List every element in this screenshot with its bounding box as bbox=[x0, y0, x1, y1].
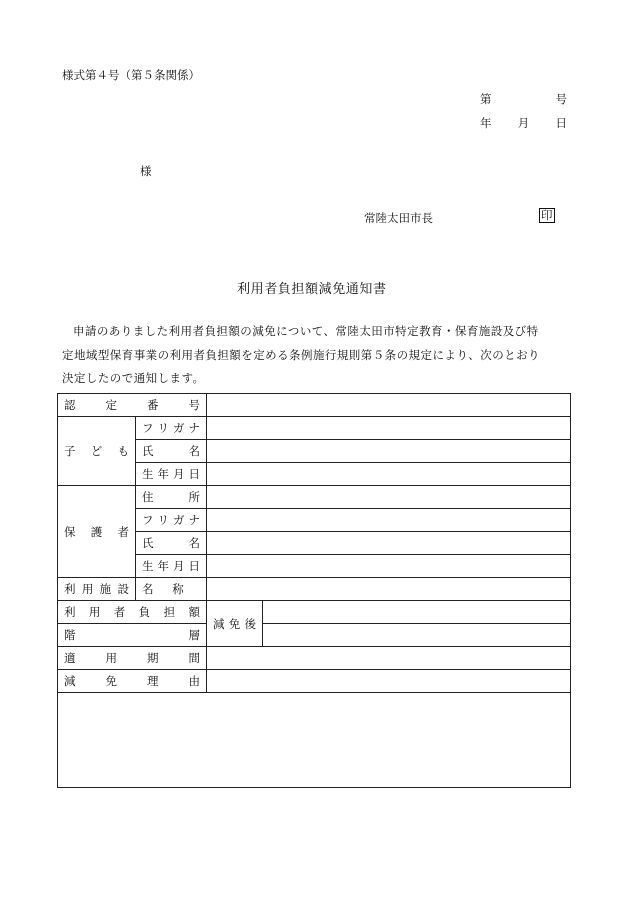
document-number bbox=[480, 91, 567, 107]
label-user-fee: 利 用 者 負 担 額 bbox=[58, 601, 207, 624]
value-guardian-furigana[interactable] bbox=[207, 509, 571, 532]
label-guardian-address: 住 所 bbox=[136, 486, 207, 509]
date-day: 日 bbox=[555, 116, 567, 130]
body-line-3: 決定したので通知します。 bbox=[62, 371, 205, 385]
label-guardian: 保 護 者 bbox=[58, 486, 136, 578]
label-child-furigana: フ リ ガ ナ bbox=[136, 417, 207, 440]
value-guardian-name[interactable] bbox=[207, 532, 571, 555]
value-reduction-reason[interactable] bbox=[207, 670, 571, 693]
label-facility: 利 用 施 設 bbox=[58, 578, 136, 601]
row-tier bbox=[58, 624, 571, 647]
issuer-name: 常陸太田市長 bbox=[364, 211, 433, 225]
label-guardian-birthdate: 生 年 月 日 bbox=[136, 555, 207, 578]
label-reduction-reason: 減 免 理 由 bbox=[58, 670, 207, 693]
body-line-1: 申請のありました利用者負担額の減免について、常陸太田市特定教育・保育施設及び特 bbox=[73, 324, 539, 338]
row-child-furigana bbox=[58, 417, 571, 440]
value-child-name[interactable] bbox=[207, 440, 571, 463]
value-facility-name[interactable] bbox=[207, 578, 571, 601]
label-facility-name: 名 称 bbox=[136, 578, 207, 601]
label-child-birthdate: 生 年 月 日 bbox=[136, 463, 207, 486]
body-paragraph bbox=[62, 320, 574, 391]
date-month: 月 bbox=[517, 116, 530, 130]
issue-date bbox=[480, 115, 567, 131]
value-child-furigana[interactable] bbox=[207, 417, 571, 440]
label-tier: 階 層 bbox=[58, 624, 207, 647]
value-child-birthdate[interactable] bbox=[207, 463, 571, 486]
label-child: 子 ど も bbox=[58, 417, 136, 486]
value-guardian-birthdate[interactable] bbox=[207, 555, 571, 578]
reduction-form-table bbox=[57, 393, 571, 788]
value-tier[interactable] bbox=[263, 624, 571, 647]
row-guardian-address bbox=[58, 486, 571, 509]
label-guardian-name: 氏 名 bbox=[136, 532, 207, 555]
label-application-period: 適 用 期 間 bbox=[58, 647, 207, 670]
value-user-fee[interactable] bbox=[263, 601, 571, 624]
row-fee bbox=[58, 601, 571, 624]
addressee-suffix: 様 bbox=[140, 164, 152, 178]
document-number-suffix: 号 bbox=[555, 92, 567, 106]
value-guardian-address[interactable] bbox=[207, 486, 571, 509]
label-guardian-furigana: フ リ ガ ナ bbox=[136, 509, 207, 532]
document-title: 利用者負担額減免通知書 bbox=[237, 282, 387, 297]
row-certification-number bbox=[58, 394, 571, 417]
date-year: 年 bbox=[480, 116, 492, 130]
reason-detail-area[interactable] bbox=[58, 693, 571, 788]
form-number: 様式第４号（第５条関係） bbox=[62, 68, 200, 82]
body-line-2: 定地域型保育事業の利用者負担額を定める条例施行規則第５条の規定により、次のとおり bbox=[62, 347, 540, 362]
value-certification-number[interactable] bbox=[207, 394, 571, 417]
label-child-name: 氏 名 bbox=[136, 440, 207, 463]
label-certification-number: 認 定 番 号 bbox=[58, 394, 207, 417]
value-application-period[interactable] bbox=[207, 647, 571, 670]
row-facility bbox=[58, 578, 571, 601]
row-application-period bbox=[58, 647, 571, 670]
label-after-reduction: 減 免 後 bbox=[207, 601, 263, 647]
document-number-prefix: 第 bbox=[480, 92, 492, 106]
seal-mark: 印 bbox=[541, 208, 553, 222]
row-reduction-reason bbox=[58, 670, 571, 693]
row-reason-detail bbox=[58, 693, 571, 788]
